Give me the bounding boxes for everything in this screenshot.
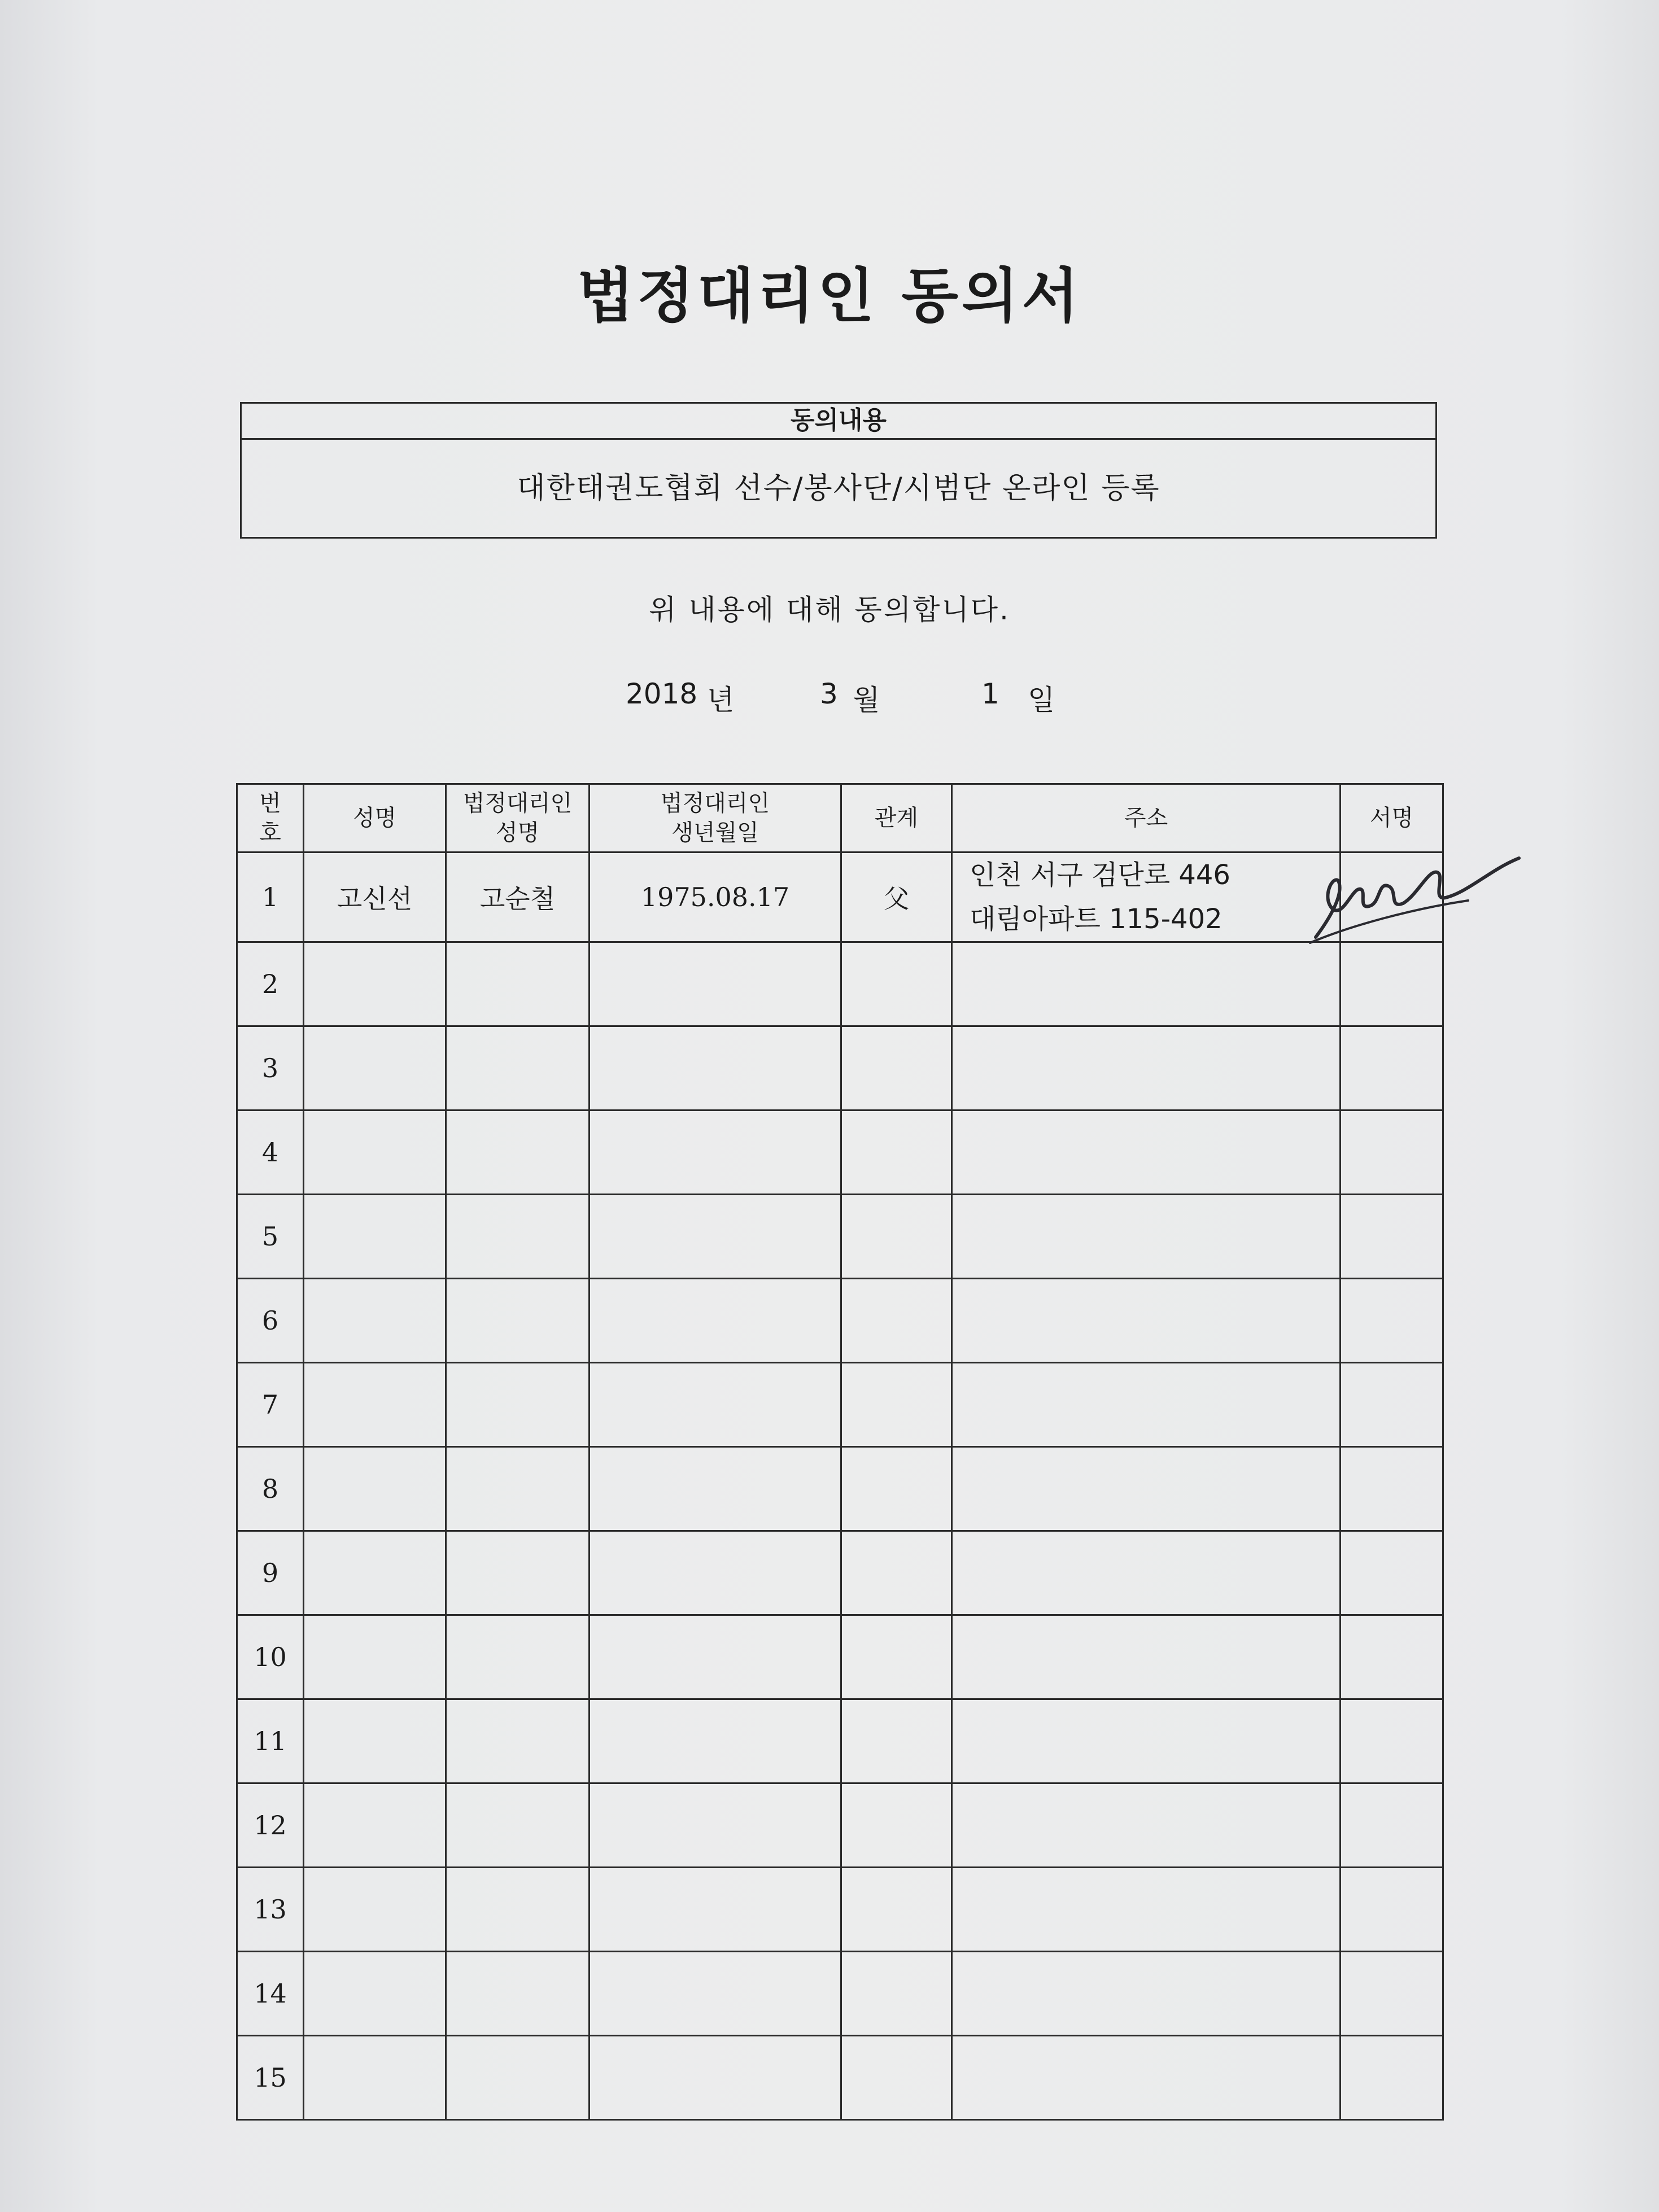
row-number: 10 xyxy=(237,1615,304,1699)
cell-name xyxy=(304,1195,446,1279)
address-line-2: 대림아파트 115-402 xyxy=(970,903,1223,935)
cell-relation xyxy=(841,1531,952,1615)
cell-relation xyxy=(841,1026,952,1111)
cell-name xyxy=(304,1363,446,1447)
date-year-unit: 년 xyxy=(707,684,735,716)
header-number-line1: 번 xyxy=(259,790,281,816)
row-number: 8 xyxy=(237,1447,304,1531)
cell-signature xyxy=(1341,1279,1443,1363)
header-guardian-name-line2: 성명 xyxy=(495,820,540,846)
cell-address xyxy=(952,2036,1341,2120)
cell-name xyxy=(304,1111,446,1195)
cell-signature xyxy=(1341,1531,1443,1615)
cell-relation xyxy=(841,1111,952,1195)
cell-guardian-name xyxy=(446,1195,590,1279)
agreement-statement: 위 내용에 대해 동의합니다. xyxy=(649,593,1010,626)
cell-guardian-birth xyxy=(590,1615,841,1699)
cell-relation xyxy=(841,1699,952,1783)
cell-guardian-birth xyxy=(590,1363,841,1447)
row-number: 2 xyxy=(237,942,304,1026)
table-row xyxy=(237,1279,1443,1363)
cell-relation xyxy=(841,1952,952,2036)
date-day: 1 xyxy=(981,677,999,710)
cell-name xyxy=(304,1531,446,1615)
table-row xyxy=(237,1952,1443,2036)
header-relation: 관계 xyxy=(841,784,952,853)
cell-address xyxy=(952,1783,1341,1868)
cell-guardian-birth xyxy=(590,2036,841,2120)
row-number: 7 xyxy=(237,1363,304,1447)
cell-address xyxy=(952,853,1341,942)
table-row xyxy=(237,1868,1443,1952)
cell-address xyxy=(952,1531,1341,1615)
consent-box xyxy=(240,402,1437,539)
consent-header: 동의내용 xyxy=(242,404,1435,440)
cell-guardian-name xyxy=(446,1447,590,1531)
cell-name xyxy=(304,1699,446,1783)
header-number xyxy=(237,784,304,853)
cell-address xyxy=(952,1447,1341,1531)
cell-address xyxy=(952,1363,1341,1447)
cell-address xyxy=(952,1111,1341,1195)
cell-guardian-birth xyxy=(590,1699,841,1783)
cell-address xyxy=(952,1195,1341,1279)
cell-name xyxy=(304,1026,446,1111)
row-number: 6 xyxy=(237,1279,304,1363)
cell-guardian-name xyxy=(446,1279,590,1363)
row-number: 9 xyxy=(237,1531,304,1615)
cell-name xyxy=(304,2036,446,2120)
table-row xyxy=(237,1783,1443,1868)
row-number: 15 xyxy=(237,2036,304,2120)
cell-signature xyxy=(1341,1952,1443,2036)
table-row xyxy=(237,853,1443,942)
consent-text: 대한태권도협회 선수/봉사단/시범단 온라인 등록 xyxy=(517,471,1160,505)
cell-guardian-name xyxy=(446,1699,590,1783)
cell-guardian-birth xyxy=(590,1195,841,1279)
row-number: 3 xyxy=(237,1026,304,1111)
row-number: 5 xyxy=(237,1195,304,1279)
table-header-row xyxy=(237,784,1443,853)
cell-name xyxy=(304,1279,446,1363)
table-row xyxy=(237,2036,1443,2120)
cell-guardian-name xyxy=(446,1531,590,1615)
table-row xyxy=(237,1699,1443,1783)
date-month: 3 xyxy=(820,677,838,710)
table-row xyxy=(237,942,1443,1026)
table-row xyxy=(237,1111,1443,1195)
cell-signature xyxy=(1341,1868,1443,1952)
cell-address xyxy=(952,942,1341,1026)
handwritten-signature xyxy=(1299,847,1525,948)
header-guardian-birth-line1: 법정대리인 xyxy=(660,790,770,816)
cell-name xyxy=(304,1783,446,1868)
cell-guardian-birth xyxy=(590,942,841,1026)
cell-signature xyxy=(1341,1363,1443,1447)
cell-address xyxy=(952,1699,1341,1783)
cell-signature xyxy=(1341,2036,1443,2120)
guardian-table xyxy=(236,783,1444,2121)
cell-guardian-birth xyxy=(590,1868,841,1952)
cell-guardian-name xyxy=(446,1111,590,1195)
cell-name xyxy=(304,1615,446,1699)
cell-address xyxy=(952,1952,1341,2036)
cell-guardian-birth xyxy=(590,1026,841,1111)
table-row xyxy=(237,1615,1443,1699)
cell-signature xyxy=(1341,1615,1443,1699)
row-number: 12 xyxy=(237,1783,304,1868)
cell-signature xyxy=(1341,942,1443,1026)
row-number: 4 xyxy=(237,1111,304,1195)
row-number: 11 xyxy=(237,1699,304,1783)
cell-relation xyxy=(841,1195,952,1279)
cell-name xyxy=(304,1868,446,1952)
cell-guardian-birth xyxy=(590,1279,841,1363)
cell-guardian-birth: 1975.08.17 xyxy=(590,853,841,942)
header-guardian-birth-line2: 생년월일 xyxy=(671,820,759,846)
cell-name xyxy=(304,1447,446,1531)
cell-guardian-name xyxy=(446,1026,590,1111)
table-row xyxy=(237,1363,1443,1447)
cell-address xyxy=(952,1279,1341,1363)
cell-name xyxy=(304,1952,446,2036)
cell-relation: 父 xyxy=(841,853,952,942)
cell-guardian-name xyxy=(446,1868,590,1952)
cell-address xyxy=(952,1026,1341,1111)
cell-relation xyxy=(841,1447,952,1531)
cell-guardian-name xyxy=(446,1615,590,1699)
header-address: 주소 xyxy=(952,784,1341,853)
cell-signature xyxy=(1341,1447,1443,1531)
cell-guardian-name xyxy=(446,942,590,1026)
cell-signature xyxy=(1341,1026,1443,1111)
row-number: 14 xyxy=(237,1952,304,2036)
cell-address xyxy=(952,1868,1341,1952)
cell-signature xyxy=(1341,1195,1443,1279)
cell-relation xyxy=(841,1279,952,1363)
address-line-1: 인천 서구 검단로 446 xyxy=(970,859,1230,891)
cell-signature xyxy=(1341,1699,1443,1783)
cell-guardian-name xyxy=(446,1952,590,2036)
cell-guardian-name xyxy=(446,2036,590,2120)
cell-relation xyxy=(841,1363,952,1447)
table-row xyxy=(237,1195,1443,1279)
cell-guardian-birth xyxy=(590,1111,841,1195)
cell-relation xyxy=(841,2036,952,2120)
cell-address xyxy=(952,1615,1341,1699)
cell-signature xyxy=(1341,1783,1443,1868)
document-title: 법정대리인 동의서 xyxy=(577,261,1082,330)
cell-guardian-name xyxy=(446,1363,590,1447)
cell-guardian-birth xyxy=(590,1447,841,1531)
row-number: 13 xyxy=(237,1868,304,1952)
cell-relation xyxy=(841,1615,952,1699)
cell-guardian-birth xyxy=(590,1952,841,2036)
signature-stroke xyxy=(1316,858,1519,937)
header-signature: 서명 xyxy=(1341,784,1443,853)
date-year: 2018 xyxy=(626,677,698,710)
cell-name: 고신선 xyxy=(304,853,446,942)
table-row xyxy=(237,1447,1443,1531)
table-row xyxy=(237,1026,1443,1111)
cell-relation xyxy=(841,942,952,1026)
table-row xyxy=(237,1531,1443,1615)
cell-guardian-name: 고순철 xyxy=(446,853,590,942)
cell-signature xyxy=(1341,1111,1443,1195)
date-month-unit: 월 xyxy=(853,684,880,716)
header-number-line2: 호 xyxy=(259,820,281,846)
cell-relation xyxy=(841,1868,952,1952)
date-day-unit: 일 xyxy=(1028,684,1055,716)
header-guardian-name-line1: 법정대리인 xyxy=(462,790,573,816)
cell-relation xyxy=(841,1783,952,1868)
row-number: 1 xyxy=(237,853,304,942)
header-guardian-birth xyxy=(590,784,841,853)
cell-guardian-birth xyxy=(590,1783,841,1868)
header-guardian-name xyxy=(446,784,590,853)
header-name: 성명 xyxy=(304,784,446,853)
cell-guardian-birth xyxy=(590,1531,841,1615)
cell-guardian-name xyxy=(446,1783,590,1868)
cell-name xyxy=(304,942,446,1026)
